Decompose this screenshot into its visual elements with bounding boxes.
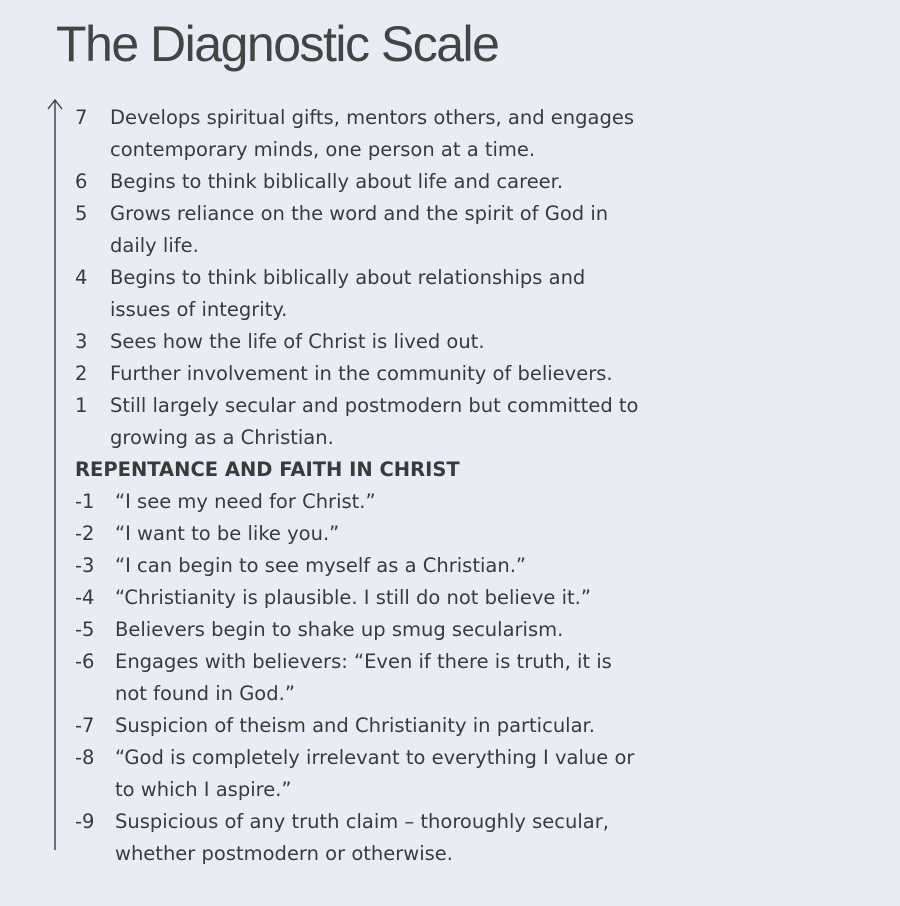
scale-list (75, 102, 715, 870)
scale-number: -8 (75, 746, 95, 769)
scale-text: “I can begin to see myself as a Christian.” (115, 554, 527, 577)
scale-row (75, 550, 715, 582)
scale-number: -9 (75, 810, 95, 833)
scale-text: Believers begin to shake up smug secularism. (115, 618, 564, 641)
scale-number: 1 (75, 394, 88, 417)
scale-text: “I want to be like you.” (115, 522, 340, 545)
scale-text: Sees how the life of Christ is lived out. (110, 330, 485, 353)
scale-text: Further involvement in the community of believers. (110, 362, 613, 385)
scale-text: contemporary minds, one person at a time. (110, 138, 536, 161)
scale-row (75, 710, 715, 742)
scale-number: -1 (75, 490, 95, 513)
up-arrow-icon (46, 98, 66, 852)
scale-row (75, 102, 715, 134)
scale-row (75, 646, 715, 678)
scale-text: “Christianity is plausible. I still do not believe it.” (115, 586, 591, 609)
scale-row (75, 134, 715, 166)
scale-row (75, 742, 715, 774)
scale-row (75, 518, 715, 550)
scale-number: -4 (75, 586, 95, 609)
scale-text: growing as a Christian. (110, 426, 334, 449)
scale-text: Begins to think biblically about life and career. (110, 170, 564, 193)
scale-text: Grows reliance on the word and the spirit of God in (110, 202, 609, 225)
scale-text: Suspicion of theism and Christianity in particular. (115, 714, 595, 737)
scale-text: Still largely secular and postmodern but committed to (110, 394, 639, 417)
scale-row (75, 422, 715, 454)
scale-text: daily life. (110, 234, 199, 257)
scale-row (75, 262, 715, 294)
scale-text: issues of integrity. (110, 298, 288, 321)
repentance-divider: REPENTANCE AND FAITH IN CHRIST (75, 458, 460, 481)
scale-text: not found in God.” (115, 682, 295, 705)
scale-row (75, 838, 715, 870)
scale-number: 5 (75, 202, 88, 225)
positive-scale (75, 102, 715, 454)
scale-text: “I see my need for Christ.” (115, 490, 376, 513)
scale-row (75, 390, 715, 422)
scale-row (75, 294, 715, 326)
scale-row (75, 358, 715, 390)
scale-number: -3 (75, 554, 95, 577)
scale-row (75, 230, 715, 262)
scale-number: 3 (75, 330, 88, 353)
scale-text: Suspicious of any truth claim – thoroughly secular, (115, 810, 609, 833)
scale-number: 4 (75, 266, 88, 289)
scale-number: 2 (75, 362, 88, 385)
scale-text: Begins to think biblically about relationships and (110, 266, 586, 289)
scale-number: -5 (75, 618, 95, 641)
scale-row (75, 198, 715, 230)
scale-row (75, 486, 715, 518)
scale-text: Develops spiritual gifts, mentors others, and engages (110, 106, 635, 129)
scale-text: whether postmodern or otherwise. (115, 842, 453, 865)
negative-scale (75, 486, 715, 870)
scale-row (75, 326, 715, 358)
scale-row (75, 774, 715, 806)
scale-number: -2 (75, 522, 95, 545)
scale-number: -7 (75, 714, 95, 737)
page-title: The Diagnostic Scale (56, 16, 499, 72)
scale-row (75, 806, 715, 838)
scale-text: “God is completely irrelevant to everything I value or (115, 746, 635, 769)
scale-number: 6 (75, 170, 88, 193)
scale-number: -6 (75, 650, 95, 673)
scale-text: to which I aspire.” (115, 778, 292, 801)
scale-number: 7 (75, 106, 88, 129)
scale-row (75, 614, 715, 646)
scale-row (75, 678, 715, 710)
scale-text: Engages with believers: “Even if there is truth, it is (115, 650, 612, 673)
scale-row (75, 166, 715, 198)
scale-row (75, 582, 715, 614)
